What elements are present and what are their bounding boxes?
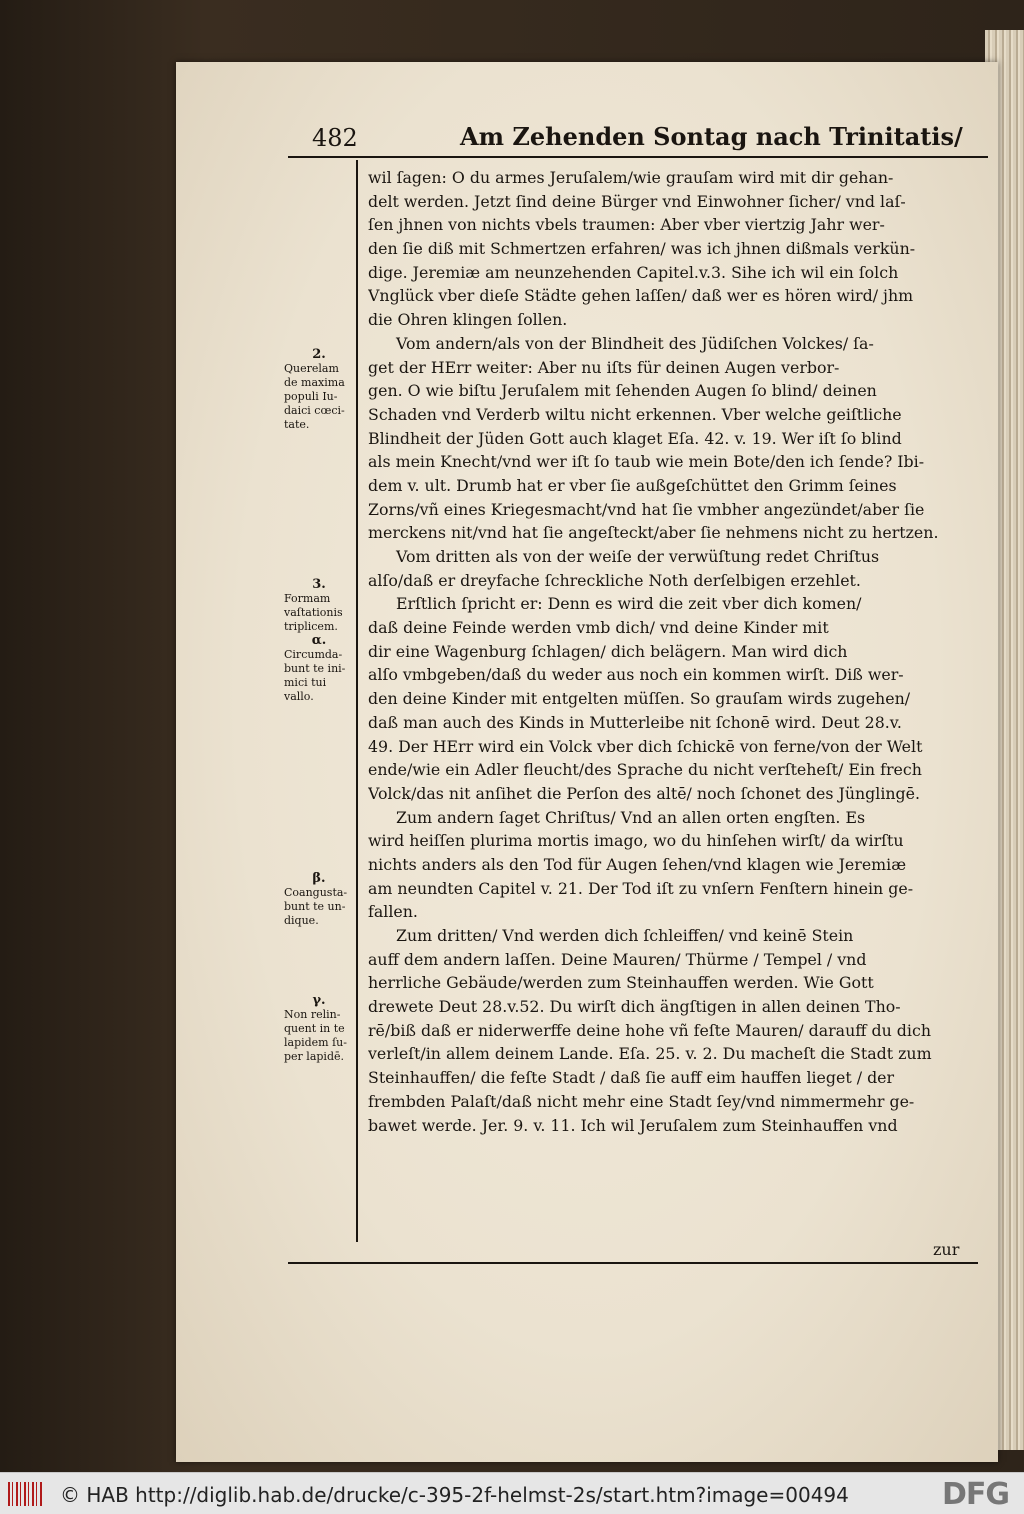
text-line: herrliche Gebäude/werden zum Steinhauffen werden. Wie Gott [368,973,874,993]
margin-note-line: tate. [284,418,310,431]
bottom-rule [288,1262,978,1264]
text-line: die Ohren klingen ſollen. [368,310,568,330]
margin-note-line: dique. [284,914,319,927]
text-line: frembden Palaſt/daß nicht mehr eine Stadt ſey/vnd nimmermehr ge- [368,1091,915,1111]
margin-note-line: de maxima [284,376,345,389]
margin-note-line: Querelam [284,362,339,375]
text-line: drewete Deut 28.v.52. Du wirſt dich ängſtigen in allen deinen Tho- [368,997,901,1017]
margin-note-number: α. [311,633,327,648]
page-number: 482 [312,124,358,152]
text-line: fallen. [368,902,418,922]
text-line: den deine Kinder mit entgelten müſſen. So grauſam wirds zugehen/ [368,689,911,709]
text-line: ſen jhnen von nichts vbels traumen: Aber vber viertzig Jahr wer- [368,215,885,235]
text-line: Zum dritten/ Vnd werden dich ſchleiffen/ vnd keinē Stein [396,926,854,945]
text-line: Volck/das nit anſihet die Perſon des altē/ noch ſchonet des Jünglingē. [368,783,921,803]
text-line: Vom dritten als von der weiſe der verwüſtung redet Chriſtus [396,547,880,566]
margin-column-rule [356,160,358,1242]
text-line: Erſtlich ſpricht er: Denn es wird die zeit vber dich komen/ [396,594,862,614]
dfg-logo: DFG [942,1477,1010,1512]
margin-note-line: bunt te ini- [284,662,346,675]
margin-note-line: per lapidē. [284,1050,344,1063]
text-line: wird heiſſen plurima mortis imago, wo du hinſehen wirſt/ da wirſtu [368,831,904,851]
running-head: Am Zehenden Sontag nach Trinitatis/ [460,122,963,151]
text-line: delt werden. Jetzt ſind deine Bürger vnd Einwohner ſicher/ vnd laſ- [368,191,906,211]
text-line: verleſt/in allem deinem Lande. Eſa. 25. v. 2. Du macheſt die Stadt zum [368,1044,932,1064]
margin-note-line: triplicem. [284,620,338,633]
text-line: dige. Jeremiæ am neunzehenden Capitel.v.3. Sihe ich wil ein ſolch [368,262,899,282]
text-line: alſo/daß er dreyfache ſchreckliche Noth derſelbigen erzehlet. [368,570,861,590]
footer-bar [0,1472,1024,1514]
text-line: ende/wie ein Adler fleucht/des Sprache du nicht verſteheſt/ Ein frech [368,760,922,780]
text-line: bawet werde. Jer. 9. v. 11. Ich wil Jeruſalem zum Steinhauffen vnd [368,1115,898,1135]
margin-note-number: β. [312,871,326,886]
text-line: Vom andern/als von der Blindheit des Jüdiſchen Volckes/ ſa- [396,333,874,353]
margin-note-line: Formam [284,592,331,605]
text-line: gen. O wie biſtu Jeruſalem mit ſehenden Augen ſo blind/ deinen [368,381,877,401]
text-line: Vnglück vber dieſe Städte gehen laſſen/ daß wer es hören wird/ jhm [368,286,914,306]
text-line: Blindheit der Jüden Gott auch klaget Eſa. 42. v. 19. Wer iſt ſo blind [368,428,902,448]
text-line: Zum andern ſaget Chriſtus/ Vnd an allen orten engſten. Es [396,807,866,827]
text-line: Schaden vnd Verderb wiltu nicht erkennen. Vber welche geiſtliche [368,404,902,424]
margin-note-line: populi Iu- [284,390,338,403]
text-line: dir eine Wagenburg ſchlagen/ dich belägern. Man wird dich [368,641,848,661]
margin-note-number: γ. [312,993,326,1008]
margin-note-line: quent in te [284,1022,345,1035]
copyright-url[interactable]: © HAB http://diglib.hab.de/drucke/c-395-2f-helmst-2s/start.htm?image=00494 [60,1483,849,1507]
margin-note-line: lapidem ſu- [284,1036,347,1049]
margin-note-number: 2. [312,347,326,362]
margin-note-line: Coangusta- [284,886,348,899]
text-line: rē/biß daß er niderwerffe deine hohe vñ feſte Mauren/ darauff du dich [368,1020,931,1040]
text-line: 49. Der HErr wird ein Volck vber dich ſchickē von ferne/von der Welt [368,736,923,756]
text-line: dem v. ult. Drumb hat er vber ſie außgeſchüttet den Grimm ſeines [368,475,897,495]
margin-note-line: bunt te un- [284,900,346,913]
margin-note-line: Non relin- [284,1008,341,1021]
margin-note-number: 3. [312,577,326,592]
text-line: am neundten Capitel v. 21. Der Tod iſt zu vnſern Fenſtern hinein ge- [368,878,914,898]
text-line: auff dem andern laſſen. Deine Mauren/ Thürme / Tempel / vnd [368,949,867,969]
main-text-block [368,166,972,1137]
text-line: daß man auch des Kinds in Mutterleibe nit ſchonē wird. Deut 28.v. [368,712,902,732]
text-line: Steinhauffen/ die feſte Stadt / daß ſie auff eim hauffen lieget / der [368,1068,895,1088]
margin-note [284,994,354,1064]
margin-note-line: vaſtationis [284,606,343,619]
margin-note [284,348,354,432]
text-line: nichts anders als den Tod für Augen ſehen/vnd klagen wie Jeremiæ [368,854,907,874]
text-line: Zorns/vñ eines Kriegesmacht/vnd hat ſie vmbher angezündet/aber ſie [368,499,925,519]
margin-note [284,872,354,928]
text-line: wil ſagen: O du armes Jeruſalem/wie grauſam wird mit dir gehan- [368,168,894,187]
margin-note-line: daici cœci- [284,404,345,417]
text-line: den ſie diß mit Schmertzen erfahren/ was ich jhnen dißmals verkün- [368,239,916,259]
text-line: merckens nit/vnd hat ſie angeſteckt/aber ſie nehmens nicht zu hertzen. [368,523,939,543]
text-line: daß deine Feinde werden vmb dich/ vnd deine Kinder mit [368,618,829,638]
text-line: als mein Knecht/vnd wer iſt ſo taub wie mein Bote/den ich ſende? Ibi- [368,452,925,472]
text-line: get der HErr weiter: Aber nu iſts für deinen Augen verbor- [368,357,840,377]
margin-note [284,578,354,704]
margin-note-line: vallo. [284,690,314,703]
margin-note-line: mici tui [284,676,327,689]
catchword: zur [933,1240,960,1259]
header-rule [288,156,988,158]
margin-note-line: Circumda- [284,648,343,661]
text-line: alſo vmbgeben/daß du weder aus noch ein kommen wirſt. Diß wer- [368,665,904,685]
barcode-icon [8,1482,44,1506]
